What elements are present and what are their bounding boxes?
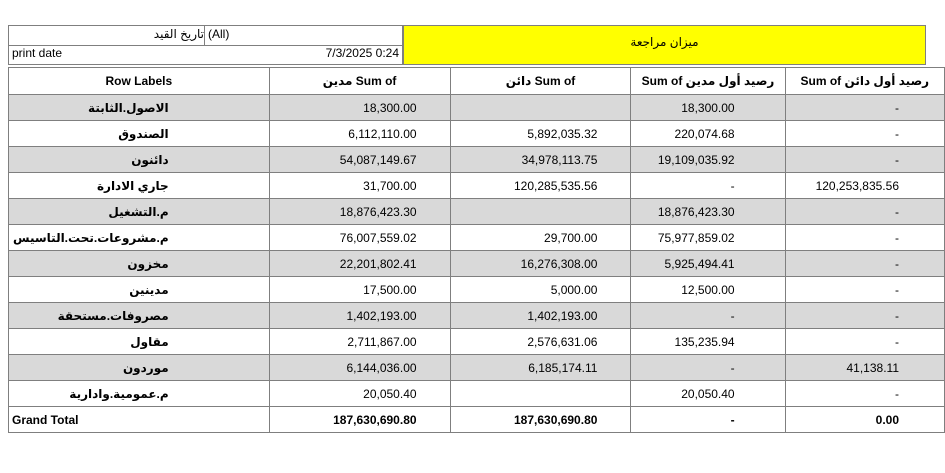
value-cell-open-debit[interactable]: 18,300.00 xyxy=(631,95,785,121)
report-title-cell xyxy=(403,25,926,65)
value-cell-open-debit[interactable]: 5,925,494.41 xyxy=(631,251,785,277)
value-cell-debit[interactable]: 20,050.40 xyxy=(269,381,450,407)
posting-date-label: تاريخ القيد xyxy=(153,27,204,41)
value-cell-debit[interactable]: 54,087,149.67 xyxy=(269,147,450,173)
value-cell-open-credit[interactable]: - xyxy=(785,121,944,147)
column-header-sum-opening-credit[interactable]: رصيد أول دائن Sum of xyxy=(785,68,944,95)
row-label-cell[interactable]: مقاول xyxy=(9,329,270,355)
value-cell-debit[interactable]: 17,500.00 xyxy=(269,277,450,303)
row-label-cell[interactable]: دائنون xyxy=(9,147,270,173)
table-row xyxy=(9,329,945,355)
grand-total-row xyxy=(9,407,945,433)
row-label-cell[interactable]: الصندوق xyxy=(9,121,270,147)
filter-row-posting-date xyxy=(9,26,402,46)
table-row xyxy=(9,173,945,199)
row-label-cell[interactable]: جاري الادارة xyxy=(9,173,270,199)
table-row xyxy=(9,277,945,303)
table-row xyxy=(9,95,945,121)
value-cell-open-debit[interactable]: - xyxy=(631,173,785,199)
grand-total-open-debit[interactable]: - xyxy=(631,407,785,433)
value-cell-credit[interactable]: 34,978,113.75 xyxy=(450,147,631,173)
value-cell-open-debit[interactable]: 75,977,859.02 xyxy=(631,225,785,251)
value-cell-open-credit[interactable]: - xyxy=(785,251,944,277)
grand-total-debit[interactable]: 187,630,690.80 xyxy=(269,407,450,433)
row-label-cell[interactable]: موردون xyxy=(9,355,270,381)
column-header-row-labels[interactable]: Row Labels xyxy=(9,68,270,95)
filter-divider xyxy=(204,26,205,45)
row-label-cell[interactable]: مصروفات.مستحقة xyxy=(9,303,270,329)
table-row xyxy=(9,355,945,381)
report-filter-box xyxy=(8,25,403,65)
report-title: ميزان مراجعة xyxy=(630,35,699,49)
value-cell-open-debit[interactable]: 12,500.00 xyxy=(631,277,785,303)
filter-row-print-date xyxy=(9,45,402,64)
value-cell-debit[interactable]: 2,711,867.00 xyxy=(269,329,450,355)
table-row xyxy=(9,147,945,173)
value-cell-open-credit[interactable]: - xyxy=(785,199,944,225)
column-header-sum-opening-debit[interactable]: رصيد أول مدين Sum of xyxy=(631,68,785,95)
trial-balance-pivot-table xyxy=(8,67,945,433)
print-date-label: print date xyxy=(12,46,63,60)
value-cell-credit[interactable] xyxy=(450,199,631,225)
value-cell-open-debit[interactable]: 19,109,035.92 xyxy=(631,147,785,173)
value-cell-credit[interactable]: 16,276,308.00 xyxy=(450,251,631,277)
value-cell-credit[interactable]: 5,000.00 xyxy=(450,277,631,303)
value-cell-open-credit[interactable]: - xyxy=(785,381,944,407)
table-row xyxy=(9,381,945,407)
column-header-sum-debit[interactable]: Sum of مدين xyxy=(269,68,450,95)
value-cell-open-credit[interactable]: - xyxy=(785,303,944,329)
value-cell-debit[interactable]: 6,112,110.00 xyxy=(269,121,450,147)
row-label-cell[interactable]: م.عمومية.وادارية xyxy=(9,381,270,407)
value-cell-open-credit[interactable]: - xyxy=(785,225,944,251)
table-row xyxy=(9,199,945,225)
value-cell-open-debit[interactable]: 220,074.68 xyxy=(631,121,785,147)
value-cell-credit[interactable]: 1,402,193.00 xyxy=(450,303,631,329)
row-label-cell[interactable]: م.مشروعات.تحت.التاسيس xyxy=(9,225,270,251)
posting-date-filter-dropdown[interactable]: (All) xyxy=(208,27,230,41)
value-cell-credit[interactable]: 2,576,631.06 xyxy=(450,329,631,355)
column-header-sum-credit[interactable]: Sum of دائن xyxy=(450,68,631,95)
value-cell-debit[interactable]: 1,402,193.00 xyxy=(269,303,450,329)
value-cell-open-debit[interactable]: 20,050.40 xyxy=(631,381,785,407)
value-cell-debit[interactable]: 18,300.00 xyxy=(269,95,450,121)
value-cell-open-credit[interactable]: - xyxy=(785,95,944,121)
value-cell-credit[interactable]: 29,700.00 xyxy=(450,225,631,251)
value-cell-credit[interactable]: 120,285,535.56 xyxy=(450,173,631,199)
value-cell-open-debit[interactable]: - xyxy=(631,355,785,381)
value-cell-open-debit[interactable]: 18,876,423.30 xyxy=(631,199,785,225)
grand-total-open-credit[interactable]: 0.00 xyxy=(785,407,944,433)
table-row xyxy=(9,121,945,147)
value-cell-credit[interactable] xyxy=(450,95,631,121)
value-cell-debit[interactable]: 22,201,802.41 xyxy=(269,251,450,277)
value-cell-open-credit[interactable]: 41,138.11 xyxy=(785,355,944,381)
value-cell-debit[interactable]: 6,144,036.00 xyxy=(269,355,450,381)
value-cell-open-debit[interactable]: 135,235.94 xyxy=(631,329,785,355)
value-cell-debit[interactable]: 18,876,423.30 xyxy=(269,199,450,225)
grand-total-credit[interactable]: 187,630,690.80 xyxy=(450,407,631,433)
value-cell-open-credit[interactable]: - xyxy=(785,147,944,173)
value-cell-credit[interactable] xyxy=(450,381,631,407)
value-cell-debit[interactable]: 76,007,559.02 xyxy=(269,225,450,251)
grand-total-label[interactable]: Grand Total xyxy=(9,407,270,433)
value-cell-debit[interactable]: 31,700.00 xyxy=(269,173,450,199)
row-label-cell[interactable]: مدينين xyxy=(9,277,270,303)
value-cell-open-debit[interactable]: - xyxy=(631,303,785,329)
value-cell-open-credit[interactable]: 120,253,835.56 xyxy=(785,173,944,199)
table-row xyxy=(9,303,945,329)
table-row xyxy=(9,225,945,251)
row-label-cell[interactable]: مخزون xyxy=(9,251,270,277)
print-date-value: 7/3/2025 0:24 xyxy=(325,46,399,60)
value-cell-credit[interactable]: 6,185,174.11 xyxy=(450,355,631,381)
row-label-cell[interactable]: م.التشغيل xyxy=(9,199,270,225)
value-cell-credit[interactable]: 5,892,035.32 xyxy=(450,121,631,147)
value-cell-open-credit[interactable]: - xyxy=(785,329,944,355)
table-row xyxy=(9,251,945,277)
value-cell-open-credit[interactable]: - xyxy=(785,277,944,303)
table-header-row xyxy=(9,68,945,95)
row-label-cell[interactable]: الاصول.الثابتة xyxy=(9,95,270,121)
